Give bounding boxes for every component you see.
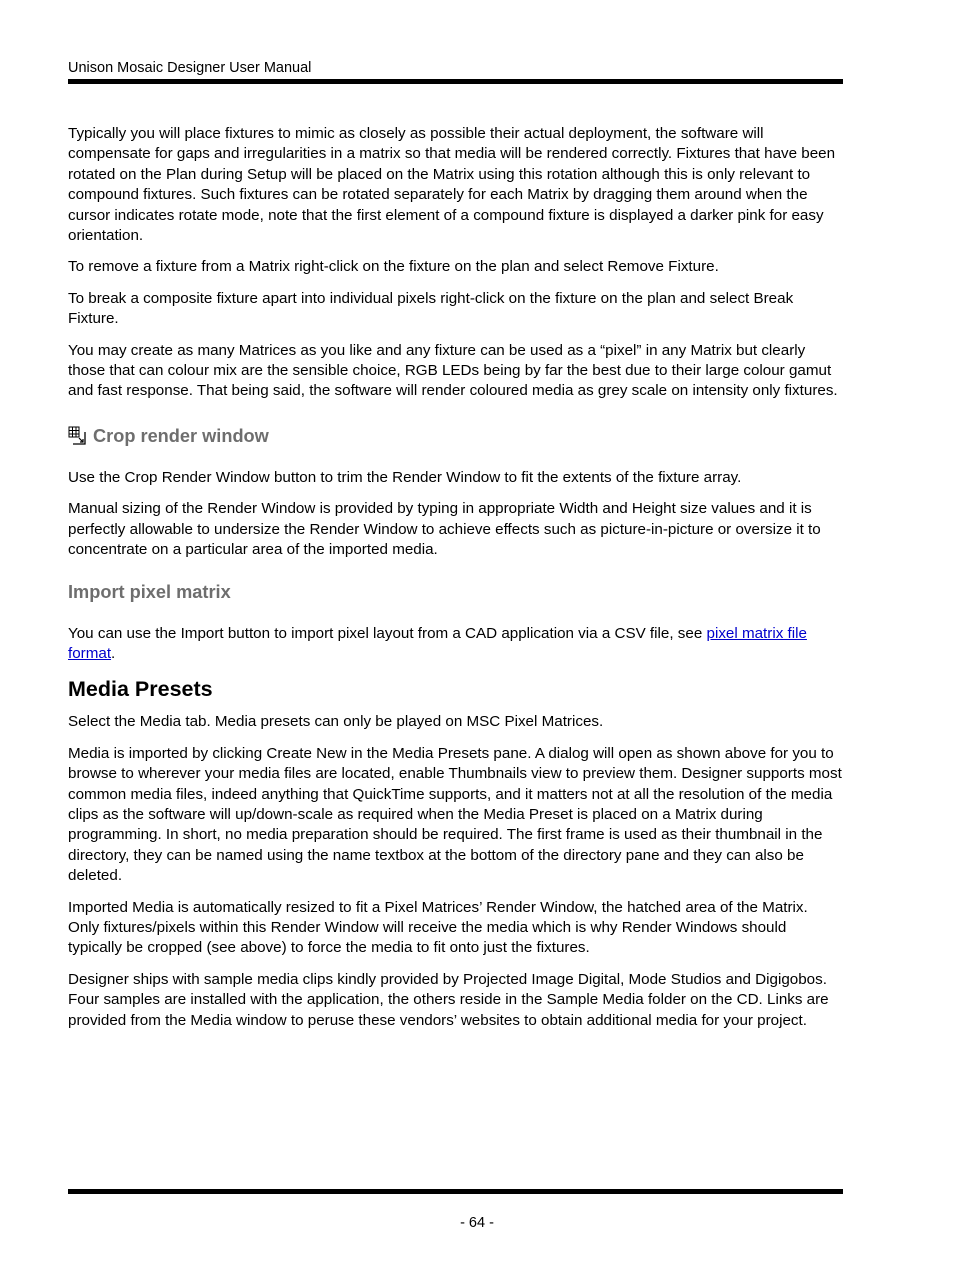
- pixel-matrix-file-format-link[interactable]: pixel matrix file format: [68, 624, 807, 662]
- paragraph: Select the Media tab. Media presets can only be played on MSC Pixel Matrices.: [68, 713, 604, 731]
- paragraph: Typically you will place fixtures to mimic as closely as possible their actual deployment, the software will compensate for gaps and irregularities in a matrix so that media will be rendered correctly. Fixtures that have been rotated on the Plan during Setup will be placed on the Matrix using this rotation although this is only relevant to compound fixtures. Such fixtures can be rotated separately for each Matrix by dragging them around when the cursor indicates rotate mode, note that the first element of a compound fixture is displayed a darker pink for easy orientation.: [68, 125, 836, 245]
- crop-render-window-heading: [68, 425, 843, 447]
- media-presets-heading: Media Presets: [68, 677, 213, 702]
- paragraph: Manual sizing of the Render Window is provided by typing in appropriate Width and Height size values and it is perfectly allowable to undersize the Render Window to achieve effects such as picture-in-picture or oversize it to concentrate on a particular area of the imported media.: [68, 500, 821, 559]
- section-heading-label: Crop render window: [93, 425, 269, 446]
- page-content: [68, 124, 843, 1042]
- paragraph: You may create as many Matrices as you like and any fixture can be used as a “pixel” in any Matrix but clearly those that can colour mix are the sensible choice, RGB LEDs being by far the best due to their large colour gamut and fast response. That being said, the software will render coloured media as grey scale on intensity only fixtures.: [68, 341, 838, 400]
- import-pixel-matrix-heading: Import pixel matrix: [68, 581, 231, 602]
- paragraph: Use the Crop Render Window button to trim the Render Window to fit the extents of the fixture array.: [68, 468, 742, 486]
- paragraph-text: You can use the Import button to import pixel layout from a CAD application via a CSV file, see: [68, 624, 707, 642]
- paragraph: Designer ships with sample media clips kindly provided by Projected Image Digital, Mode Studios and Digigobos. Four samples are installed with the application, the others reside in the Sample Media folder on the CD. Links are provided from the Media window to peruse these vendors’ websites to obtain additional media for your project.: [68, 970, 829, 1029]
- paragraph: Media is imported by clicking Create New in the Media Presets pane. A dialog will open as shown above for you to browse to wherever your media files are located, enable Thumbnails view to preview them. Designer supports most common media files, indeed anything that QuickTime supports, and it matters not at all the resolution of the media clips as the software will up/down-scale as required when the Media Preset is placed on a Matrix during programming. In short, no media preparation should be required. The first frame is used as their thumbnail in the directory, they can be named using the name textbox at the bottom of the directory pane and they can also be deleted.: [68, 744, 842, 885]
- footer-rule: [68, 1189, 843, 1194]
- page-number: - 64 -: [460, 1215, 494, 1231]
- paragraph: To remove a fixture from a Matrix right-click on the fixture on the plan and select Remove Fixture.: [68, 258, 719, 276]
- header-rule: [68, 79, 843, 84]
- paragraph: [68, 624, 843, 665]
- page-header-title: Unison Mosaic Designer User Manual: [68, 60, 312, 76]
- paragraph: To break a composite fixture apart into individual pixels right-click on the fixture on the plan and select Break Fixture.: [68, 289, 794, 328]
- paragraph-text: .: [111, 644, 116, 662]
- crop-render-window-icon: [68, 426, 88, 446]
- paragraph: Imported Media is automatically resized to fit a Pixel Matrices’ Render Window, the hatched area of the Matrix. Only fixtures/pixels within this Render Window will receive the media which is why Render Windows should typically be cropped (see above) to force the media to fit onto just the fixtures.: [68, 898, 808, 957]
